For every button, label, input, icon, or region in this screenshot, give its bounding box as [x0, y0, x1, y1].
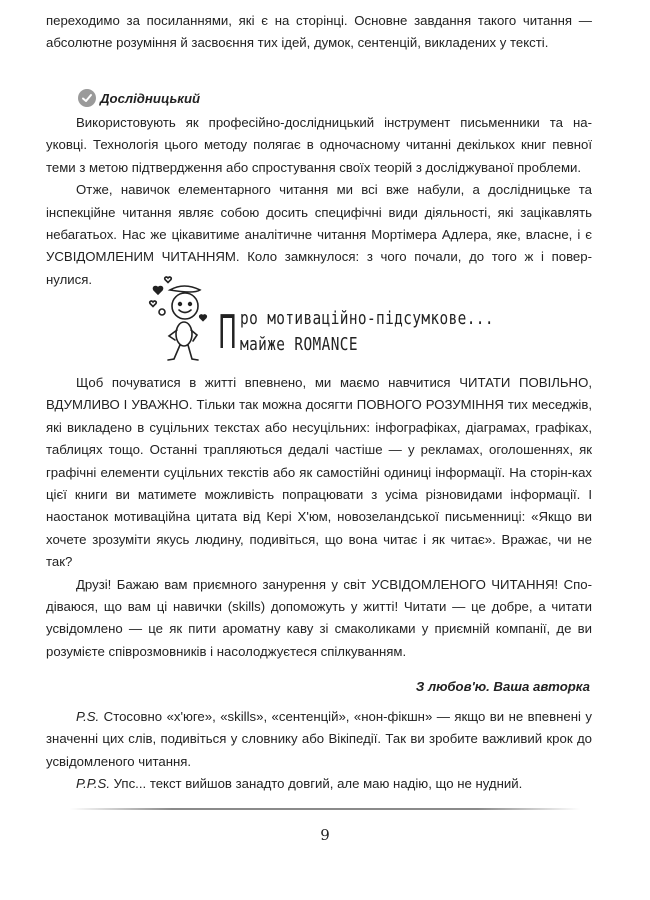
cartoon-person-illustration: [148, 272, 218, 364]
intro-line-2: абсолютне розуміння й засвоєння тих ідей, думок, сентенцій, викладених у тексті.: [46, 35, 549, 51]
heading-initial: П: [218, 305, 236, 359]
postscript-block: [46, 706, 592, 796]
section-heading: [218, 304, 518, 364]
pps-text: Упс... текст вийшов занадто довгий, але маю надію, що не нудний.: [109, 776, 523, 792]
paragraph-research: Використовують як професійно-дослідницький інструмент письменники та на-уковці. Технологія цього методу полягає в одночасному читанні декількох книг певної теми з метою підтвердження або спростування своїх теорій з досліджуваної проблеми.: [46, 115, 592, 175]
page-number: 9: [320, 826, 330, 844]
heading-line-1: ро мотиваційно-підсумкове...: [240, 308, 494, 329]
subheading: [78, 86, 200, 110]
ps-label: P.S.: [76, 709, 100, 724]
footer-divider: [70, 808, 580, 810]
paragraph-confident: Щоб почуватися в житті впевнено, ми маємо навчитися ЧИТАТИ ПОВІЛЬНО, ВДУМЛИВО І УВАЖНО. Тільки так можна досягти ПОВНОГО РОЗУМІННЯ тих меседжів, які викладено в суцільних текстах або несуцільних: інфографіках, діаграмах, графіках, таблицях тощо. Останні трапляються дедалі частіше — у рекламах, оголошеннях, як графічні елементи суцільних текстів або як самостійні одиниці інформації. На сторін-ках цієї книги ви матимете можливість попрацювати з усіма різновидами інформації. І наостанок мотиваційна цитата від Кері Х'юм, новозеландської письменниці: «Якщо ви хочете зрозуміти якусь людину, подивіться, що вона читає і як читає». Вражає, чи не так?: [46, 375, 592, 570]
intro-block: [46, 10, 592, 55]
ps-paragraph: [46, 706, 592, 773]
signature: З любов'ю. Ваша авторка: [415, 679, 590, 694]
pps-paragraph: [46, 773, 592, 795]
pps-label: P.P.S.: [76, 776, 110, 792]
check-circle-icon: [78, 89, 96, 107]
subheading-title: Дослідницький: [100, 90, 201, 106]
heading-line-2: майже ROMANCE: [240, 334, 358, 355]
ps-text: Стосовно «х'юге», «skills», «сентенцій», «нон-фікшн» — якщо ви не впевнені у значенні цих слів, подивіться у словнику або Вікіпедії. Так ви зробите важливий крок до усвідомленого читання.: [46, 709, 592, 769]
intro-line-1: переходимо за посиланнями, які є на сторінці. Основне завдання такого читання —: [46, 13, 592, 28]
research-block: [46, 112, 592, 291]
main-block: [46, 372, 592, 663]
paragraph-friends: Друзі! Бажаю вам приємного занурення у світ УСВІДОМЛЕНОГО ЧИТАННЯ! Спо-діваюся, що вам ці навички (skills) допоможуть у житті! Читати — це добре, а читати усвідомлено — це як пити ароматну каву зі смаколиками у приємній компанії, де ви розумієте співрозмовників і насолоджуєтеся спілкуванням.: [46, 576, 592, 659]
paragraph-skills: Отже, навичок елементарного читання ми всі вже набули, а дослідницьке та інспекційне читання являє собою досить специфічні види діяльності, які зацікавлять небагатьох. Нас же цікавитиме аналітичне читання Мортімера Адлера, яке, власне, і є УСВІДОМЛЕНИМ ЧИТАННЯМ. Коло замкнулося: з чого почали, до того ж і повер-нулися.: [46, 182, 592, 287]
